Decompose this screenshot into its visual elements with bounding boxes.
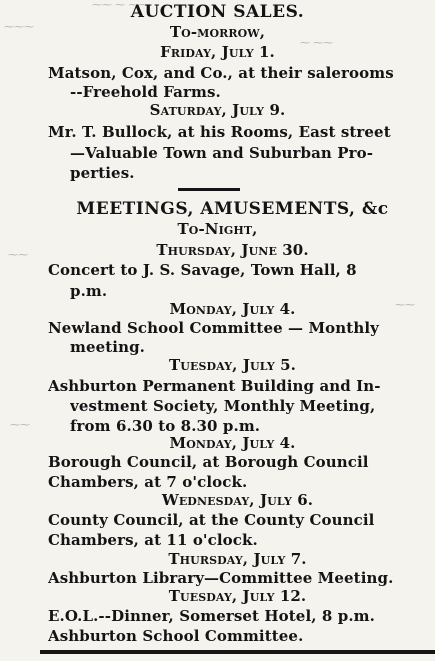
date-line: Monday, July 4. bbox=[169, 434, 296, 452]
notice-text: vestment Society, Monthly Meeting, bbox=[70, 397, 376, 415]
date-line: To-Night, bbox=[177, 220, 258, 238]
notice-text: County Council, at the County Council bbox=[48, 511, 375, 529]
section-heading-auction-sales: AUCTION SALES. bbox=[130, 2, 305, 22]
notice-text: Chambers, at 7 o'clock. bbox=[48, 473, 248, 491]
date-line: Saturday, July 9. bbox=[149, 101, 286, 119]
notice-text: p.m. bbox=[70, 282, 108, 300]
date-line: Thursday, July 7. bbox=[168, 550, 307, 568]
date-line: Thursday, June 30. bbox=[156, 241, 309, 259]
column-end-rule bbox=[40, 650, 435, 654]
notice-text: Mr. T. Bullock, at his Rooms, East street bbox=[48, 123, 391, 141]
notice-text: E.O.L.--Dinner, Somerset Hotel, 8 p.m. bbox=[48, 607, 375, 625]
notice-text: Newland School Committee — Monthly bbox=[48, 319, 379, 337]
notice-text: —Valuable Town and Suburban Pro- bbox=[70, 144, 374, 162]
notice-text: Ashburton School Committee. bbox=[48, 627, 304, 645]
date-line: Tuesday, July 5. bbox=[169, 356, 296, 374]
date-line: To-morrow, bbox=[169, 23, 266, 41]
bleed-through-texture: ⁓⁓ bbox=[10, 420, 30, 431]
notice-text: from 6.30 to 8.30 p.m. bbox=[70, 417, 261, 435]
date-line: Friday, July 1. bbox=[160, 43, 275, 61]
notice-text: Concert to J. S. Savage, Town Hall, 8 bbox=[48, 261, 357, 279]
notice-text: Ashburton Library—Committee Meeting. bbox=[48, 569, 394, 587]
notice-text: meeting. bbox=[70, 338, 146, 356]
section-divider bbox=[178, 188, 240, 191]
notice-text: Borough Council, at Borough Council bbox=[48, 453, 369, 471]
notice-text: Ashburton Permanent Building and In- bbox=[48, 377, 381, 395]
date-line: Tuesday, July 12. bbox=[168, 587, 307, 605]
bleed-through-texture: ⁓⁓ ⁓ ⁓⁓ bbox=[92, 0, 149, 11]
section-heading-meetings: MEETINGS, AMUSEMENTS, &c bbox=[76, 199, 389, 219]
notice-text: Chambers, at 11 o'clock. bbox=[48, 531, 258, 549]
notice-text: --Freehold Farms. bbox=[70, 83, 221, 101]
notice-text: perties. bbox=[70, 164, 135, 182]
bleed-through-texture: ⁓ ⁓⁓ bbox=[300, 38, 334, 49]
date-line: Wednesday, July 6. bbox=[161, 491, 314, 509]
date-line: Monday, July 4. bbox=[169, 300, 296, 318]
bleed-through-texture: ⁓⁓ bbox=[395, 300, 415, 311]
bleed-through-texture: ⁓⁓ bbox=[8, 250, 28, 261]
notice-text: Matson, Cox, and Co., at their salerooms bbox=[48, 64, 394, 82]
bleed-through-texture: ⁓⁓⁓ bbox=[4, 22, 34, 33]
